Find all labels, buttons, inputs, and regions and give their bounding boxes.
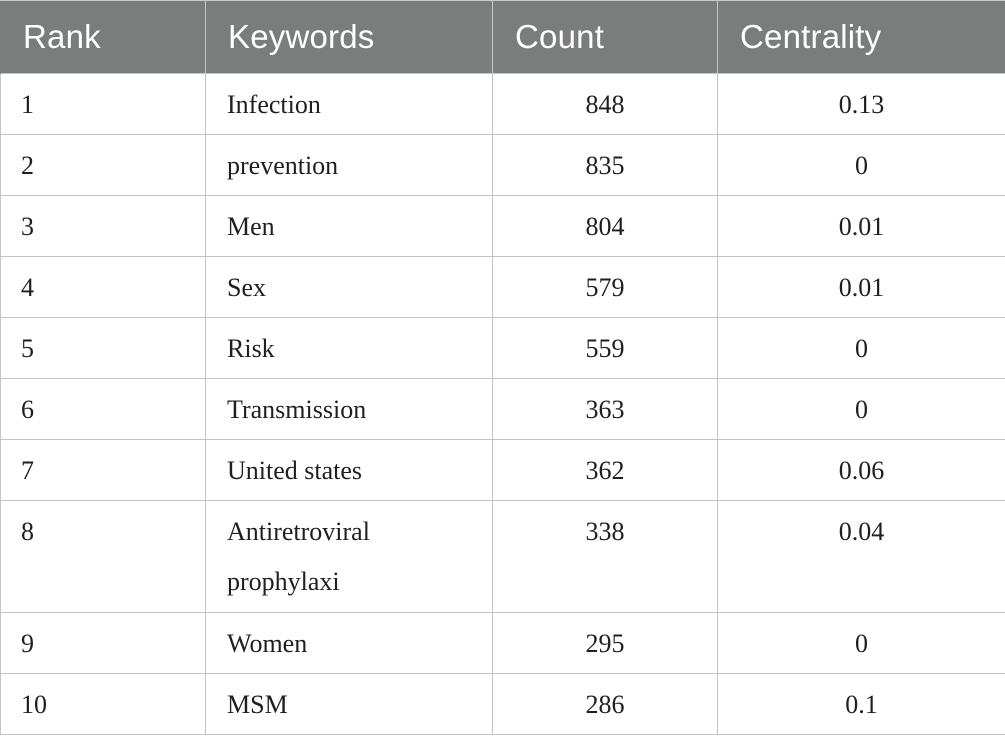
rank-cell: 5 bbox=[1, 318, 206, 379]
count-cell: 835 bbox=[493, 135, 718, 196]
rank-cell: 9 bbox=[1, 613, 206, 674]
header-count: Count bbox=[493, 1, 718, 74]
table-row bbox=[1, 440, 1005, 501]
rank-cell: 3 bbox=[1, 196, 206, 257]
centrality-cell: 0.13 bbox=[718, 74, 1005, 135]
header-keywords: Keywords bbox=[206, 1, 493, 74]
count-cell: 559 bbox=[493, 318, 718, 379]
count-cell: 804 bbox=[493, 196, 718, 257]
rank-cell: 10 bbox=[1, 674, 206, 735]
header-rank: Rank bbox=[1, 1, 206, 74]
table-row bbox=[1, 379, 1005, 440]
keyword-cell: Antiretroviral prophylaxi bbox=[206, 501, 493, 613]
keyword-cell: Risk bbox=[206, 318, 493, 379]
keyword-cell: Transmission bbox=[206, 379, 493, 440]
centrality-cell: 0 bbox=[718, 318, 1005, 379]
centrality-cell: 0.01 bbox=[718, 257, 1005, 318]
count-cell: 848 bbox=[493, 74, 718, 135]
keyword-cell: Men bbox=[206, 196, 493, 257]
count-cell: 363 bbox=[493, 379, 718, 440]
keyword-cell: Infection bbox=[206, 74, 493, 135]
centrality-cell: 0 bbox=[718, 135, 1005, 196]
centrality-cell: 0.1 bbox=[718, 674, 1005, 735]
keyword-cell: prevention bbox=[206, 135, 493, 196]
table-row bbox=[1, 196, 1005, 257]
table-header bbox=[1, 1, 1005, 74]
count-cell: 579 bbox=[493, 257, 718, 318]
table-row bbox=[1, 318, 1005, 379]
table-row bbox=[1, 674, 1005, 735]
header-row bbox=[1, 1, 1005, 74]
rank-cell: 8 bbox=[1, 501, 206, 613]
centrality-cell: 0 bbox=[718, 613, 1005, 674]
table-body bbox=[1, 74, 1005, 735]
centrality-cell: 0.04 bbox=[718, 501, 1005, 613]
rank-cell: 4 bbox=[1, 257, 206, 318]
centrality-cell: 0.06 bbox=[718, 440, 1005, 501]
count-cell: 286 bbox=[493, 674, 718, 735]
table-row bbox=[1, 613, 1005, 674]
centrality-cell: 0.01 bbox=[718, 196, 1005, 257]
rank-cell: 7 bbox=[1, 440, 206, 501]
rank-cell: 1 bbox=[1, 74, 206, 135]
count-cell: 295 bbox=[493, 613, 718, 674]
table-row bbox=[1, 74, 1005, 135]
count-cell: 338 bbox=[493, 501, 718, 613]
table-row bbox=[1, 135, 1005, 196]
count-cell: 362 bbox=[493, 440, 718, 501]
keyword-cell: United states bbox=[206, 440, 493, 501]
centrality-cell: 0 bbox=[718, 379, 1005, 440]
keyword-cell: MSM bbox=[206, 674, 493, 735]
header-centrality: Centrality bbox=[718, 1, 1005, 74]
table-row bbox=[1, 257, 1005, 318]
rank-cell: 2 bbox=[1, 135, 206, 196]
rank-cell: 6 bbox=[1, 379, 206, 440]
keyword-cell: Sex bbox=[206, 257, 493, 318]
table-row bbox=[1, 501, 1005, 613]
keyword-cell: Women bbox=[206, 613, 493, 674]
